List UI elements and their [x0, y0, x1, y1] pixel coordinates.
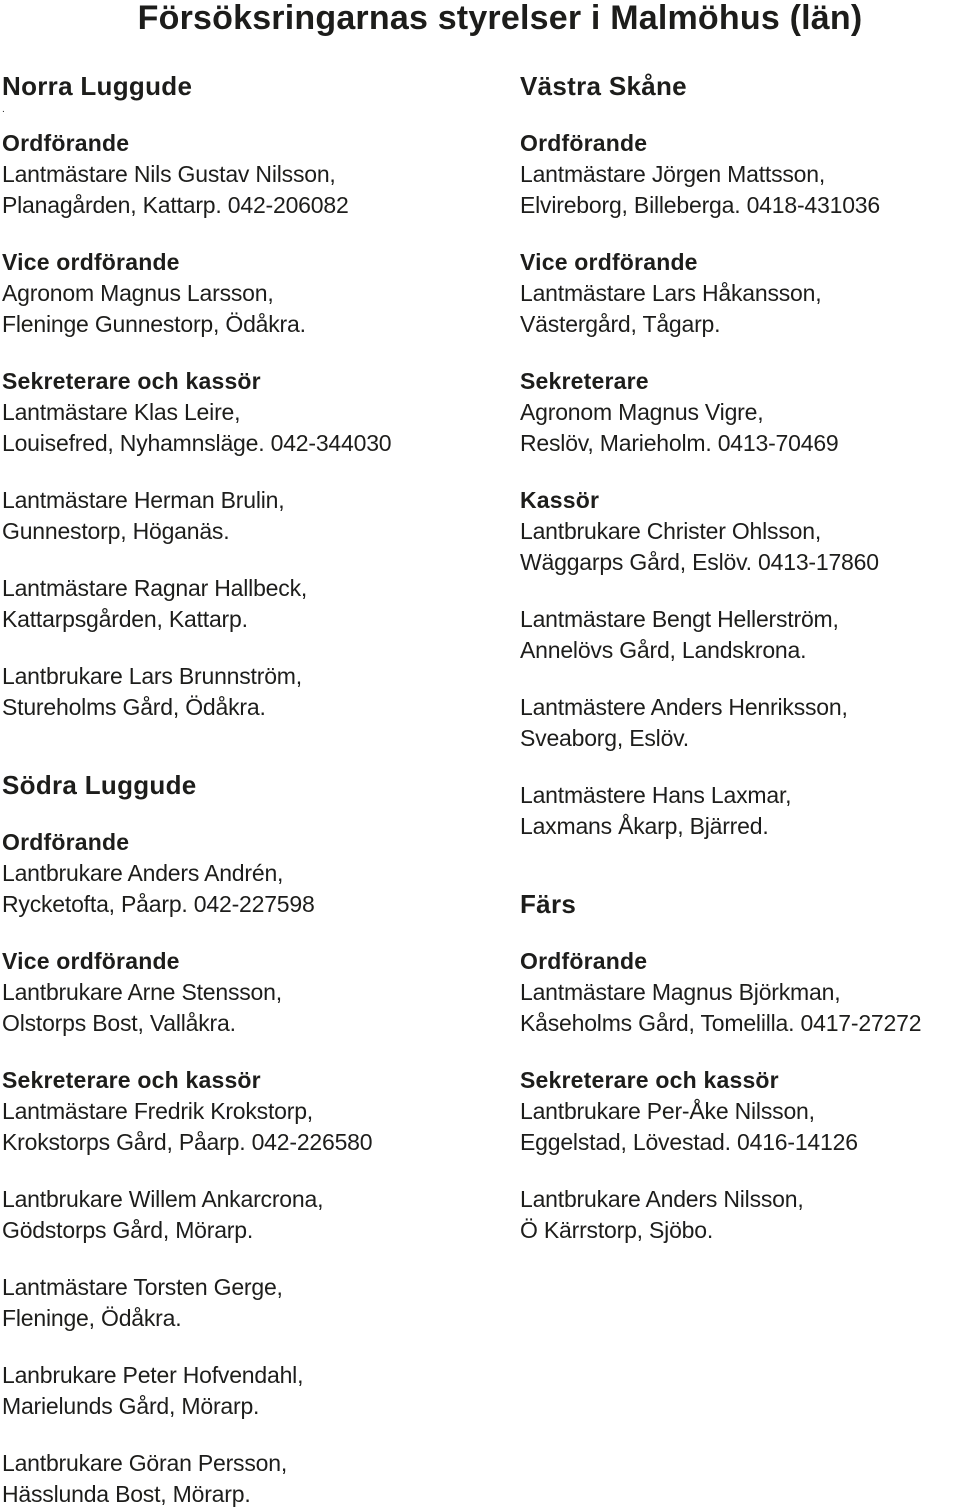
entry-address-line: Elvireborg, Billeberga. 0418-431036: [520, 192, 880, 218]
page-title: Försöksringarnas styrelser i Malmöhus (län): [137, 0, 863, 37]
entry-role: Ordförande: [2, 130, 130, 156]
district-norra-luggude: Norra Luggude . Ordförande Lantmästare Nils Gustav Nilsson, Planagården, Kattarp. 042-206082 Vice ordförande Agronom Magnus Larsson, Fleninge Gunnestorp, Ödåkra. Sekreterare och kassör Lantmästare Klas Leire, Louisefred, Nyhamnsläge. 042-344030 Lantmästare Herman Brulin, Gunnestorp, Höganäs. Lantmästare Ragnar Hallbeck, Kattarpsgården, Kattarp. Lantbrukare Lars Brunnström, Stureholms Gård, Ödåkra.: [2, 70, 502, 723]
entry-name-line: Agronom Magnus Larsson,: [2, 280, 274, 306]
entry-name-line: Lantbrukare Anders Andrén,: [2, 860, 284, 886]
board-entry-ordforande: [520, 128, 960, 221]
entry-address-line: Marielunds Gård, Mörarp.: [2, 1393, 260, 1419]
entry-address-line: Fleninge Gunnestorp, Ödåkra.: [2, 311, 306, 337]
district-vastra-skane: [520, 70, 960, 842]
board-entry-member: [2, 1272, 502, 1334]
board-entry-member: [2, 1448, 502, 1510]
entry-name-line: Lantmästare Bengt Hellerström,: [520, 606, 839, 632]
board-entry-vice-ordforande: [520, 247, 960, 340]
entry-name-line: Agronom Magnus Vigre,: [520, 399, 764, 425]
entry-address-line: Sveaborg, Eslöv.: [520, 725, 689, 751]
entry-address-line: Hässlunda Bost, Mörarp.: [2, 1481, 251, 1507]
entry-address-line: Reslöv, Marieholm. 0413-70469: [520, 430, 839, 456]
board-entry-member: [520, 604, 960, 666]
entry-role: Sekreterare och kassör: [520, 1067, 779, 1093]
entry-name-line: Lantbrukare Anders Nilsson,: [520, 1186, 804, 1212]
entry-address-line: Västergård, Tågarp.: [520, 311, 721, 337]
entry-name-line: Lantmästare Ragnar Hallbeck,: [2, 575, 308, 601]
district-fars: [520, 888, 960, 1246]
entry-role: Ordförande: [520, 130, 648, 156]
entry-role: Ordförande: [520, 948, 648, 974]
district-title: Norra Luggude: [2, 71, 193, 101]
entry-address-line: Gödstorps Gård, Mörarp.: [2, 1217, 254, 1243]
board-entry-vice-ordforande: [2, 247, 502, 340]
entry-address-line: Kåseholms Gård, Tomelilla. 0417-27272: [520, 1010, 922, 1036]
entry-address-line: Planagården, Kattarp. 042-206082: [2, 192, 349, 218]
board-entry-vice-ordforande: [2, 946, 502, 1039]
entry-role: Sekreterare: [520, 368, 649, 394]
entry-name-line: Lantmästare Nils Gustav Nilsson,: [2, 161, 336, 187]
board-entry-member: [520, 692, 960, 754]
district-title: Västra Skåne: [520, 71, 687, 101]
entry-name-line: Lantmästare Herman Brulin,: [2, 487, 285, 513]
board-entry-sekreterare: [520, 366, 960, 459]
entry-address-line: Rycketofta, Påarp. 042-227598: [2, 891, 315, 917]
entry-name-line: Lantbrukare Arne Stensson,: [2, 979, 282, 1005]
entry-address-line: Olstorps Bost, Vallåkra.: [2, 1010, 236, 1036]
entry-name-line: Lantbrukare Lars Brunnström,: [2, 663, 302, 689]
district-title: Södra Luggude: [2, 770, 197, 800]
entry-role: Ordförande: [2, 829, 130, 855]
entry-address-line: Krokstorps Gård, Påarp. 042-226580: [2, 1129, 373, 1155]
entry-address-line: Louisefred, Nyhamnsläge. 042-344030: [2, 430, 392, 456]
board-entry-ordforande: [2, 827, 502, 920]
district-sodra-luggude: [2, 769, 502, 1510]
board-entry-ordforande: [2, 128, 502, 221]
entry-address-line: Ö Kärrstorp, Sjöbo.: [520, 1217, 714, 1243]
entry-name-line: Lanbrukare Peter Hofvendahl,: [2, 1362, 304, 1388]
entry-role: Vice ordförande: [2, 249, 180, 275]
entry-role: Kassör: [520, 487, 600, 513]
entry-name-line: Lantbrukare Per-Åke Nilsson,: [520, 1098, 815, 1124]
board-entry-sekreterare-och-kassor: [520, 1065, 960, 1158]
board-entry-member: [2, 1360, 502, 1422]
board-entry-member: [2, 661, 502, 723]
entry-name-line: Lantmästere Anders Henriksson,: [520, 694, 848, 720]
entry-name-line: Lantmästare Torsten Gerge,: [2, 1274, 283, 1300]
entry-address-line: Stureholms Gård, Ödåkra.: [2, 694, 266, 720]
entry-name-line: Lantmästare Klas Leire,: [2, 399, 241, 425]
entry-name-line: Lantmästere Hans Laxmar,: [520, 782, 792, 808]
entry-name-line: Lantbrukare Christer Ohlsson,: [520, 518, 822, 544]
entry-name-line: Lantbrukare Göran Persson,: [2, 1450, 288, 1476]
board-entry-sekreterare-och-kassor: [2, 1065, 502, 1158]
entry-address-line: Kattarpsgården, Kattarp.: [2, 606, 248, 632]
board-entry-member: [520, 1184, 960, 1246]
entry-role: Sekreterare och kassör: [2, 1067, 261, 1093]
entry-role: Vice ordförande: [2, 948, 180, 974]
entry-name-line: Lantmästare Lars Håkansson,: [520, 280, 822, 306]
entry-name-line: Lantmästare Magnus Björkman,: [520, 979, 841, 1005]
entry-address-line: Wäggarps Gård, Eslöv. 0413-17860: [520, 549, 879, 575]
entry-address-line: Annelövs Gård, Landskrona.: [520, 637, 807, 663]
board-entry-ordforande: [520, 946, 960, 1039]
left-column: [2, 70, 502, 1510]
entry-name-line: Lantmästare Jörgen Mattsson,: [520, 161, 826, 187]
board-entry-kassor: [520, 485, 960, 578]
entry-role: Sekreterare och kassör: [2, 368, 261, 394]
board-entry-member: [2, 485, 502, 547]
entry-role: Vice ordförande: [520, 249, 698, 275]
entry-address-line: Eggelstad, Lövestad. 0416-14126: [520, 1129, 858, 1155]
entry-address-line: Fleninge, Ödåkra.: [2, 1305, 182, 1331]
board-entry-member: [2, 573, 502, 635]
board-entry-sekreterare-och-kassor: [2, 366, 502, 459]
entry-name-line: Lantmästare Fredrik Krokstorp,: [2, 1098, 314, 1124]
entry-address-line: Laxmans Åkarp, Bjärred.: [520, 813, 769, 839]
board-entry-member: [520, 780, 960, 842]
entry-address-line: Gunnestorp, Höganäs.: [2, 518, 230, 544]
entry-name-line: Lantbrukare Willem Ankarcrona,: [2, 1186, 324, 1212]
district-title: Färs: [520, 889, 577, 919]
board-entry-member: [2, 1184, 502, 1246]
right-column: [520, 70, 960, 1246]
